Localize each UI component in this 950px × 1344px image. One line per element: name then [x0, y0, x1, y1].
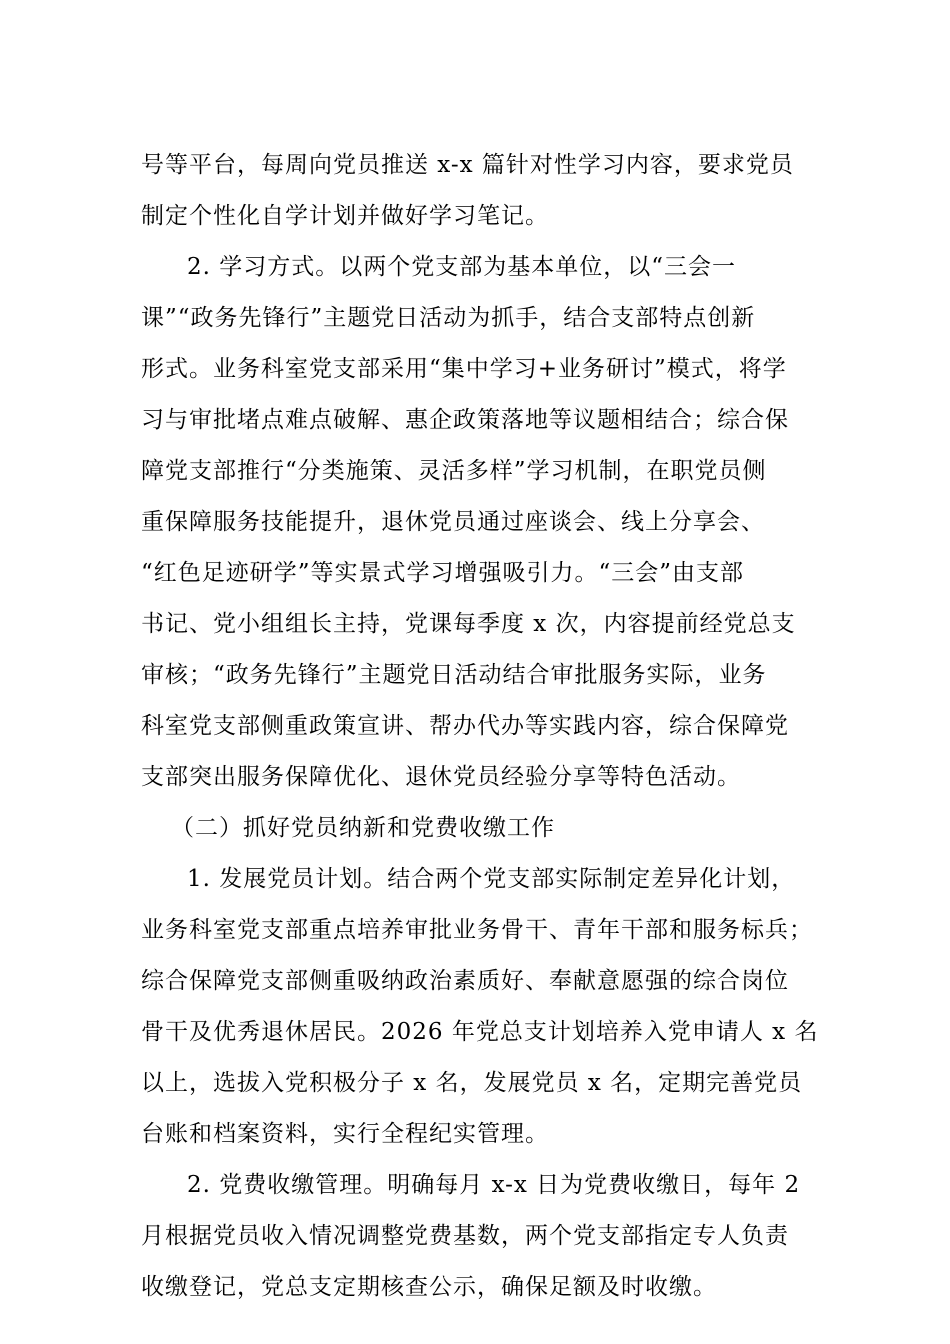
text-line: 书记、党小组组长主持，党课每季度 x 次，内容提前经党总支 — [141, 611, 796, 637]
section-heading: （二）抓好党员纳新和党费收缴工作 — [171, 815, 555, 841]
text-line: 以上，选拔入党积极分子 x 名，发展党员 x 名，定期完善党员 — [141, 1070, 803, 1096]
text-line: 制定个性化自学计划并做好学习笔记。 — [141, 203, 549, 229]
text-line: 骨干及优秀退休居民。2026 年党总支计划培养入党申请人 x 名 — [141, 1019, 819, 1045]
text-line: 收缴登记，党总支定期核查公示，确保足额及时收缴。 — [141, 1274, 717, 1300]
text-line: 障党支部推行“分类施策、灵活多样”学习机制，在职党员侧 — [141, 458, 767, 484]
text-line: 2. 学习方式。以两个党支部为基本单位，以“三会一 — [187, 254, 737, 280]
text-line: 支部突出服务保障优化、退休党员经验分享等特色活动。 — [141, 764, 741, 790]
text-line: 课”“政务先锋行”主题党日活动为抓手，结合支部特点创新 — [141, 305, 756, 331]
text-line: 习与审批堵点难点破解、惠企政策落地等议题相结合；综合保 — [141, 407, 789, 433]
text-line: 业务科室党支部重点培养审批业务骨干、青年干部和服务标兵； — [141, 917, 813, 943]
text-line: 月根据党员收入情况调整党费基数，两个党支部指定专人负责 — [141, 1223, 789, 1249]
text-line: 2. 党费收缴管理。明确每月 x-x 日为党费收缴日，每年 2 — [187, 1172, 801, 1198]
text-line: 号等平台，每周向党员推送 x-x 篇针对性学习内容，要求党员 — [141, 152, 794, 178]
text-line: 综合保障党支部侧重吸纳政治素质好、奉献意愿强的综合岗位 — [141, 968, 789, 994]
body-text — [141, 140, 841, 1313]
text-line: 台账和档案资料，实行全程纪实管理。 — [141, 1121, 549, 1147]
text-line: 科室党支部侧重政策宣讲、帮办代办等实践内容，综合保障党 — [141, 713, 789, 739]
text-line: 审核；“政务先锋行”主题党日活动结合审批服务实际，业务 — [141, 662, 767, 688]
text-line: 重保障服务技能提升，退休党员通过座谈会、线上分享会、 — [141, 509, 765, 535]
text-line: “红色足迹研学”等实景式学习增强吸引力。“三会”由支部 — [141, 560, 745, 586]
text-line: 形式。业务科室党支部采用“集中学习+业务研讨”模式，将学 — [141, 356, 787, 382]
text-line: 1. 发展党员计划。结合两个党支部实际制定差异化计划， — [187, 866, 796, 892]
